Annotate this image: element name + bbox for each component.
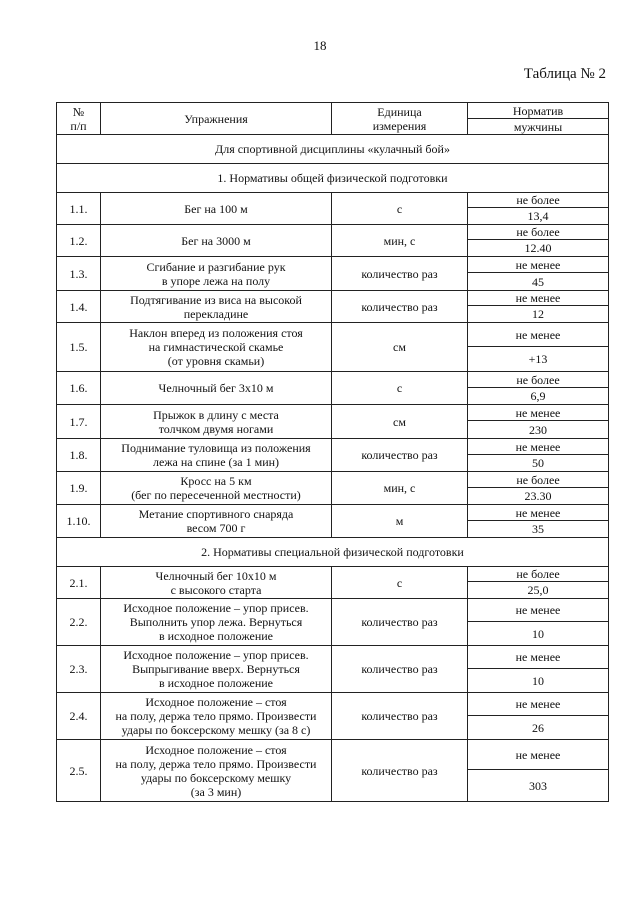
row-exercise: Исходное положение – стоя на полу, держа тело прямо. Произвести удары по боксерскому мешку (за 8 с) [101,693,332,740]
header-exercises: Упражнения [101,103,332,135]
header-row [57,103,609,119]
row-norm-qualifier: не менее [468,405,609,421]
row-number: 2.3. [57,646,101,693]
row-norm-value: 10 [468,669,609,693]
row-unit: количество раз [332,646,468,693]
row-norm-value: +13 [468,347,609,372]
row-number: 1.9. [57,472,101,505]
row-norm-qualifier: не более [468,193,609,208]
row-number: 1.1. [57,193,101,225]
discipline-title: Для спортивной дисциплины «кулачный бой» [57,135,609,164]
row-unit: количество раз [332,599,468,646]
row-norm-value: 13,4 [468,208,609,225]
row-exercise: Подтягивание из виса на высокой перекладине [101,291,332,323]
row-norm-value: 230 [468,421,609,439]
section-row [57,538,609,567]
row-exercise: Челночный бег 10х10 м с высокого старта [101,567,332,599]
row-unit: мин, с [332,472,468,505]
row-norm-value: 26 [468,716,609,740]
row-exercise: Сгибание и разгибание рук в упоре лежа на полу [101,257,332,291]
table-title: Таблица № 2 [523,66,606,82]
header-norm: Норматив [468,103,609,119]
row-norm-qualifier: не более [468,567,609,582]
header-num: № п/п [57,103,101,135]
standards-table [56,102,609,802]
row-exercise: Бег на 3000 м [101,225,332,257]
row-norm-value: 303 [468,770,609,802]
row-norm-value: 12.40 [468,240,609,257]
row-norm-qualifier: не менее [468,291,609,306]
row-unit: количество раз [332,257,468,291]
row-norm-value: 25,0 [468,582,609,599]
table-row [57,740,609,770]
row-unit: количество раз [332,693,468,740]
row-norm-qualifier: не менее [468,439,609,455]
discipline-row [57,135,609,164]
table-row [57,693,609,716]
row-number: 1.7. [57,405,101,439]
section-title: 2. Нормативы специальной физической подготовки [57,538,609,567]
table-row [57,439,609,455]
row-number: 2.5. [57,740,101,802]
row-norm-qualifier: не менее [468,323,609,347]
table-row [57,599,609,622]
row-norm-qualifier: не менее [468,505,609,521]
row-number: 1.2. [57,225,101,257]
table-row [57,405,609,421]
row-number: 1.3. [57,257,101,291]
section-row [57,164,609,193]
row-unit: количество раз [332,291,468,323]
row-norm-qualifier: не менее [468,740,609,770]
table-row [57,323,609,347]
table-row [57,257,609,273]
row-norm-value: 6,9 [468,388,609,405]
row-number: 1.5. [57,323,101,372]
row-exercise: Прыжок в длину с места толчком двумя ногами [101,405,332,439]
row-norm-qualifier: не более [468,472,609,488]
table-row [57,193,609,208]
header-unit: Единица измерения [332,103,468,135]
table-row [57,646,609,669]
row-norm-value: 35 [468,521,609,538]
row-unit: м [332,505,468,538]
row-number: 1.10. [57,505,101,538]
row-number: 1.8. [57,439,101,472]
row-number: 1.6. [57,372,101,405]
row-exercise: Метание спортивного снаряда весом 700 г [101,505,332,538]
row-norm-value: 45 [468,273,609,291]
row-norm-qualifier: не менее [468,693,609,716]
header-norm-sub: мужчины [468,119,609,135]
row-unit: мин, с [332,225,468,257]
row-exercise: Исходное положение – стоя на полу, держа тело прямо. Произвести удары по боксерскому мешку (за 3 мин) [101,740,332,802]
row-norm-qualifier: не менее [468,599,609,622]
row-norm-value: 12 [468,306,609,323]
table-row [57,472,609,488]
row-norm-value: 50 [468,455,609,472]
row-unit: количество раз [332,740,468,802]
row-unit: см [332,405,468,439]
row-exercise: Исходное положение – упор присев. Выполнить упор лежа. Вернуться в исходное положение [101,599,332,646]
table-row [57,225,609,240]
section-title: 1. Нормативы общей физической подготовки [57,164,609,193]
page-number: 18 [313,38,327,53]
row-number: 2.4. [57,693,101,740]
row-unit: с [332,567,468,599]
row-unit: с [332,372,468,405]
row-exercise: Поднимание туловища из положения лежа на спине (за 1 мин) [101,439,332,472]
row-unit: количество раз [332,439,468,472]
row-exercise: Наклон вперед из положения стоя на гимнастической скамье (от уровня скамьи) [101,323,332,372]
row-norm-value: 23.30 [468,488,609,505]
table-row [57,291,609,306]
row-exercise: Бег на 100 м [101,193,332,225]
row-norm-value: 10 [468,622,609,646]
row-exercise: Челночный бег 3х10 м [101,372,332,405]
row-number: 2.2. [57,599,101,646]
row-norm-qualifier: не более [468,372,609,388]
row-norm-qualifier: не менее [468,646,609,669]
row-norm-qualifier: не менее [468,257,609,273]
row-exercise: Кросс на 5 км (бег по пересеченной местности) [101,472,332,505]
row-unit: с [332,193,468,225]
row-norm-qualifier: не более [468,225,609,240]
row-unit: см [332,323,468,372]
row-number: 2.1. [57,567,101,599]
table-row [57,567,609,582]
row-exercise: Исходное положение – упор присев. Выпрыгивание вверх. Вернуться в исходное положение [101,646,332,693]
row-number: 1.4. [57,291,101,323]
table-row [57,372,609,388]
table-row [57,505,609,521]
